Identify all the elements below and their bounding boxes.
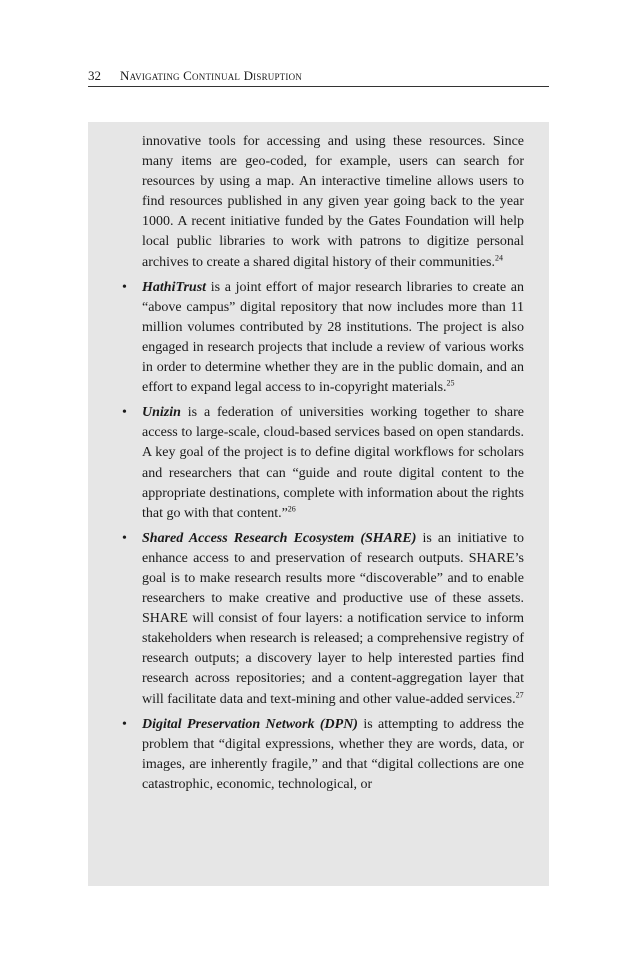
footnote-ref: 25	[446, 378, 455, 388]
header-rule	[88, 86, 549, 87]
bullet-item-share	[122, 529, 524, 710]
bullet-item-dpn	[122, 715, 524, 795]
intro-text: innovative tools for accessing and using these resources. Since many items are geo-coded, for example, users can search for resources by using a map. An interactive timeline allows users to find resources published in any given year going back to the year 1000. A recent initiative funded by the Gates Foundation will help local public libraries to work with patrons to digitize personal archives to create a shared digital history of their communities.	[142, 134, 524, 270]
footnote-ref: 27	[515, 689, 524, 699]
bullet-item-hathitrust	[122, 278, 524, 399]
running-head	[88, 68, 549, 86]
item-text: is an initiative to enhance access to and preservation of research outputs. SHARE’s goal is to make research results more “discoverable” and to enable researchers to make creative and productive use of these assets. SHARE will consist of four layers: a notification service to inform stakeholders when research is released; a comprehensive registry of research outputs; a discovery layer to help interested parties find research across repositories; and a content-aggregation layer that will facilitate data and text-mining and other value-added services.	[142, 530, 524, 707]
intro-paragraph	[142, 132, 524, 273]
footnote-ref: 26	[287, 504, 296, 514]
item-name: Shared Access Research Ecosystem (SHARE)	[142, 530, 417, 546]
running-title: Navigating Continual Disruption	[120, 68, 302, 83]
bullet-icon: •	[122, 279, 127, 295]
bullet-icon: •	[122, 405, 127, 421]
item-name: HathiTrust	[142, 279, 207, 295]
item-text: is a federation of universities working together to share access to large-scale, cloud-based services based on open standards. A key goal of the project is to define digital workflows for scholars and researchers that can “guide and route digital content to the appropriate destinations, complete with information about the rights that go with that content.”	[142, 405, 524, 521]
bullet-icon: •	[122, 716, 127, 732]
item-text: is attempting to address the problem that “digital expressions, whether they are words, data, or images, are inherently fragile,” and that “digital collections are one catastrophic, economic, technological, or	[142, 716, 524, 792]
footnote-ref: 24	[495, 252, 503, 262]
item-text: is a joint effort of major research libraries to create an “above campus” digital repository that now includes more than 11 million volumes contributed by 28 institutions. The project is also engaged in research projects that include a review of various works in order to determine whether they are in the public domain, and an effort to expand legal access to in-copyright materials.	[142, 279, 524, 396]
bullet-icon: •	[122, 530, 127, 546]
sidebar-content	[122, 132, 524, 795]
bullet-item-unizin	[122, 403, 524, 524]
item-name: Digital Preservation Network (DPN)	[142, 716, 358, 732]
page-number: 32	[88, 68, 101, 83]
item-name: Unizin	[142, 405, 181, 421]
